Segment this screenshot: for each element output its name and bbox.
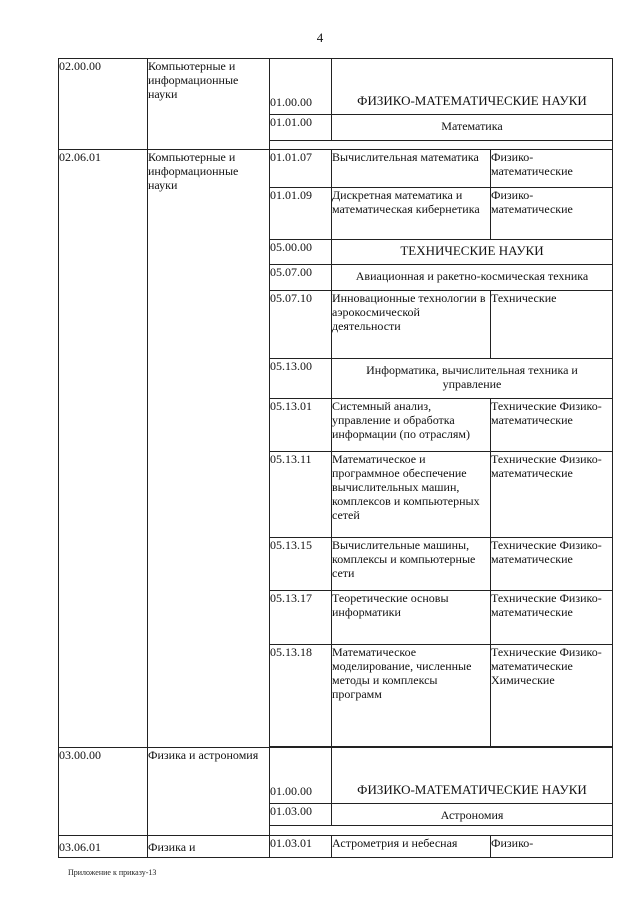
group-name-cell: Физика и: [148, 836, 270, 858]
spec-code-cell: 05.13.15: [270, 538, 332, 591]
table-row: [59, 150, 613, 188]
group-code-cell: 02.00.00: [59, 59, 148, 150]
group-name-cell: Компьютерные и информационные науки: [148, 59, 270, 150]
branch-cell: Технические Физико-математические: [491, 399, 613, 452]
spec-code-cell: 05.13.00: [270, 359, 332, 399]
science-header: ТЕХНИЧЕСКИЕ НАУКИ: [332, 240, 613, 265]
spec-name-cell: Математическое и программное обеспечение вычислительных машин, комплексов и компьютерных сетей: [332, 452, 491, 538]
spec-name-cell: Инновационные технологии в аэрокосмической деятельности: [332, 291, 491, 359]
spec-code-cell: 05.07.00: [270, 265, 332, 291]
specialties-table: [58, 58, 613, 858]
spec-name-cell: Системный анализ, управление и обработка информации (по отраслям): [332, 399, 491, 452]
spec-name-cell: Вычислительная математика: [332, 150, 491, 188]
spec-code-cell: 01.03.01: [270, 836, 332, 858]
spec-code-cell: 05.00.00: [270, 240, 332, 265]
spec-name-cell: Теоретические основы информатики: [332, 591, 491, 645]
spec-code-cell: 01.01.07: [270, 150, 332, 188]
section-title: Математика: [332, 115, 613, 141]
science-header: ФИЗИКО-МАТЕМАТИЧЕСКИЕ НАУКИ: [332, 748, 613, 804]
spacer-cell: [270, 826, 613, 836]
spec-code-cell: 01.00.00: [270, 748, 332, 804]
spacer-cell: [270, 141, 613, 150]
group-code-cell: 03.00.00: [59, 748, 148, 836]
spec-code-cell: 05.07.10: [270, 291, 332, 359]
table-row: [59, 836, 613, 858]
group-name-cell: Физика и астрономия: [148, 748, 270, 836]
spec-code-cell: 05.13.11: [270, 452, 332, 538]
spec-code-cell: 05.13.17: [270, 591, 332, 645]
group-code-cell: 03.06.01: [59, 836, 148, 858]
branch-cell: Технические: [491, 291, 613, 359]
spec-name-cell: Астрометрия и небесная: [332, 836, 491, 858]
group-name-cell: Компьютерные и информационные науки: [148, 150, 270, 748]
group-code-cell: 02.06.01: [59, 150, 148, 748]
spec-name-cell: Вычислительные машины, комплексы и компьютерные сети: [332, 538, 491, 591]
page-number: 4: [316, 30, 324, 45]
branch-cell: Технические Физико-математические Химические: [491, 645, 613, 747]
branch-cell: Физико-математические: [491, 188, 613, 240]
spec-code-cell: 01.01.09: [270, 188, 332, 240]
spec-code-cell: 05.13.01: [270, 399, 332, 452]
section-title: Информатика, вычислительная техника и управление: [332, 359, 613, 399]
branch-cell: Физико-: [491, 836, 613, 858]
footer-note: Приложение к приказу-13: [68, 868, 157, 877]
spec-name-cell: Дискретная математика и математическая кибернетика: [332, 188, 491, 240]
spec-code-cell: 01.03.00: [270, 804, 332, 826]
spec-code-cell: 05.13.18: [270, 645, 332, 747]
table-row: [59, 748, 613, 804]
branch-cell: Технические Физико-математические: [491, 591, 613, 645]
branch-cell: Физико-математические: [491, 150, 613, 188]
branch-cell: Технические Физико-математические: [491, 452, 613, 538]
section-title: Авиационная и ракетно-космическая техника: [332, 265, 613, 291]
branch-cell: Технические Физико-математические: [491, 538, 613, 591]
section-title: Астрономия: [332, 804, 613, 826]
science-header: ФИЗИКО-МАТЕМАТИЧЕСКИЕ НАУКИ: [332, 59, 613, 115]
table-row: [59, 59, 613, 115]
spec-code-cell: 01.01.00: [270, 115, 332, 141]
spec-code-cell: 01.00.00: [270, 59, 332, 115]
spec-name-cell: Математическое моделирование, численные методы и комплексы программ: [332, 645, 491, 747]
